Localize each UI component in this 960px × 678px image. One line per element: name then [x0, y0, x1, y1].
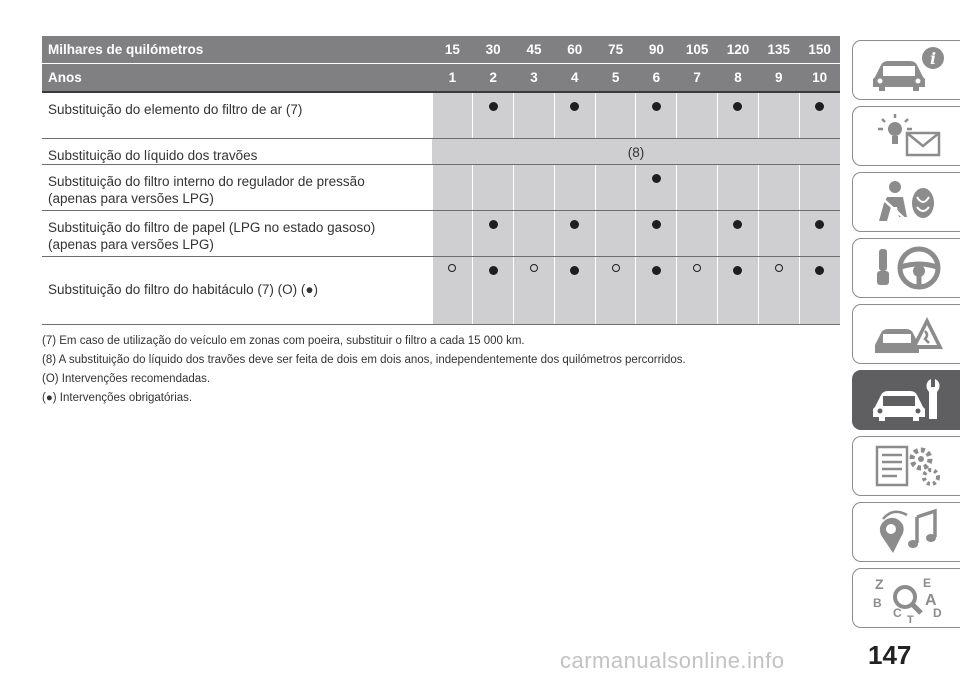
schedule-cell	[758, 164, 799, 210]
year-header-cell: 10	[799, 64, 840, 93]
interval-note-cell: (8)	[432, 138, 840, 164]
mandatory-dot-icon	[570, 266, 579, 275]
schedule-cell	[718, 164, 759, 210]
schedule-cell	[554, 256, 595, 324]
schedule-cell	[473, 256, 514, 324]
km-header-label: Milhares de quilómetros	[42, 36, 432, 64]
schedule-cell	[677, 92, 718, 138]
index-letter: D	[932, 606, 942, 620]
mandatory-dot-icon	[652, 266, 661, 275]
km-header-cell: 120	[718, 36, 759, 64]
mandatory-dot-icon	[652, 174, 661, 183]
years-header-row	[42, 64, 840, 93]
schedule-cell	[799, 256, 840, 324]
footnote-8: (8) A substituição do líquido dos travões deve ser feita de dois em dois anos, independentemente dos quilómetros percorridos.	[42, 354, 686, 366]
schedule-cell	[595, 256, 636, 324]
schedule-cell	[799, 92, 840, 138]
row-label-line: (apenas para versões LPG)	[48, 190, 214, 206]
index-letter: E	[922, 576, 931, 590]
table-row	[42, 164, 840, 210]
schedule-cell	[758, 256, 799, 324]
row-label	[42, 164, 432, 210]
row-label	[42, 210, 432, 256]
page-number: 147	[868, 640, 912, 670]
row-label	[42, 138, 432, 164]
year-header-cell: 4	[554, 64, 595, 93]
tab-warning-lights[interactable]	[852, 106, 960, 166]
schedule-cell	[636, 256, 677, 324]
schedule-cell	[677, 256, 718, 324]
mandatory-dot-icon	[570, 220, 579, 229]
schedule-cell	[514, 256, 555, 324]
recommended-circle-icon	[693, 264, 701, 272]
table-row	[42, 138, 840, 164]
footnotes	[42, 332, 842, 408]
technical-data-icon	[869, 441, 947, 491]
schedule-cell	[514, 210, 555, 256]
schedule-cell	[432, 92, 473, 138]
km-header-cell: 90	[636, 36, 677, 64]
row-label-line: Substituição do líquido dos travões	[48, 147, 258, 163]
schedule-cell	[636, 92, 677, 138]
table-row	[42, 256, 840, 324]
safety-airbag-icon	[869, 177, 947, 227]
year-header-cell: 2	[473, 64, 514, 93]
index-letter: C	[892, 606, 902, 620]
index-letter: B	[872, 596, 882, 610]
schedule-cell	[595, 164, 636, 210]
km-header-row	[42, 36, 840, 64]
tab-index[interactable]	[852, 568, 960, 628]
year-header-cell: 9	[758, 64, 799, 93]
watermark: carmanualsonline.info	[560, 648, 785, 673]
index-search-icon	[869, 573, 947, 623]
maintenance-schedule-table	[42, 36, 840, 325]
mandatory-dot-icon	[815, 220, 824, 229]
recommended-circle-icon	[775, 264, 783, 272]
mandatory-dot-icon	[652, 102, 661, 111]
km-header-cell: 135	[758, 36, 799, 64]
schedule-cell	[514, 92, 555, 138]
row-label-line: Substituição do filtro interno do regulador de pressão	[48, 173, 365, 189]
year-header-cell: 6	[636, 64, 677, 93]
schedule-cell	[677, 164, 718, 210]
mandatory-dot-icon	[733, 220, 742, 229]
schedule-cell	[432, 164, 473, 210]
mandatory-dot-icon	[733, 266, 742, 275]
recommended-circle-icon	[530, 264, 538, 272]
schedule-cell	[636, 164, 677, 210]
multimedia-icon	[869, 507, 947, 557]
mandatory-dot-icon	[652, 220, 661, 229]
schedule-cell	[758, 92, 799, 138]
row-label-line: Substituição do filtro de papel (LPG no estado gasoso)	[48, 219, 376, 235]
km-header-cell: 30	[473, 36, 514, 64]
warning-lights-icon	[869, 111, 947, 161]
index-letter: Z	[874, 576, 884, 592]
tab-emergency[interactable]	[852, 304, 960, 364]
schedule-cell	[432, 210, 473, 256]
km-header-cell: 105	[677, 36, 718, 64]
year-header-cell: 5	[595, 64, 636, 93]
index-letter: A	[924, 592, 937, 609]
schedule-cell	[554, 210, 595, 256]
tab-technical-data[interactable]	[852, 436, 960, 496]
schedule-cell	[473, 92, 514, 138]
footnote-mandatory: (●) Intervenções obrigatórias.	[42, 392, 193, 404]
tab-safety[interactable]	[852, 172, 960, 232]
table-body	[42, 92, 840, 324]
tab-maintenance[interactable]	[852, 370, 960, 430]
mandatory-dot-icon	[815, 266, 824, 275]
recommended-circle-icon	[448, 264, 456, 272]
year-header-cell: 8	[718, 64, 759, 93]
schedule-cell	[677, 210, 718, 256]
schedule-cell	[758, 210, 799, 256]
km-header-cell: 60	[554, 36, 595, 64]
km-header-cell: 75	[595, 36, 636, 64]
schedule-cell	[718, 210, 759, 256]
index-letter: T	[906, 614, 914, 623]
schedule-cell	[718, 92, 759, 138]
schedule-cell	[432, 256, 473, 324]
mandatory-dot-icon	[570, 102, 579, 111]
schedule-cell	[473, 164, 514, 210]
row-label	[42, 92, 432, 138]
mandatory-dot-icon	[489, 266, 498, 275]
table-row	[42, 210, 840, 256]
schedule-cell	[554, 92, 595, 138]
schedule-cell	[799, 210, 840, 256]
mandatory-dot-icon	[489, 102, 498, 111]
tab-starting-driving[interactable]	[852, 238, 960, 298]
tab-multimedia[interactable]	[852, 502, 960, 562]
tab-car-info[interactable]	[852, 40, 960, 100]
schedule-cell	[554, 164, 595, 210]
footnote-7: (7) Em caso de utilização do veículo em zonas com poeira, substituir o filtro a cada 15 000 km.	[42, 335, 525, 347]
emergency-icon	[869, 309, 947, 359]
svg-text:i: i	[929, 49, 936, 68]
schedule-cell	[514, 164, 555, 210]
km-header-cell: 45	[514, 36, 555, 64]
table-row	[42, 92, 840, 138]
schedule-cell	[473, 210, 514, 256]
year-header-cell: 3	[514, 64, 555, 93]
km-header-cell: 150	[799, 36, 840, 64]
year-header-cell: 1	[432, 64, 473, 93]
recommended-circle-icon	[612, 264, 620, 272]
row-label-line: (apenas para versões LPG)	[48, 236, 214, 252]
steering-start-icon	[869, 243, 947, 293]
schedule-cell	[799, 164, 840, 210]
schedule-cell	[636, 210, 677, 256]
row-label-line: Substituição do filtro do habitáculo (7) (O) (●)	[48, 281, 319, 297]
km-header-cell: 15	[432, 36, 473, 64]
footnote-recommended: (O) Intervenções recomendadas.	[42, 373, 211, 385]
year-header-cell: 7	[677, 64, 718, 93]
mandatory-dot-icon	[815, 102, 824, 111]
mandatory-dot-icon	[489, 220, 498, 229]
mandatory-dot-icon	[733, 102, 742, 111]
years-header-label: Anos	[42, 64, 432, 93]
car-info-icon	[869, 45, 947, 95]
schedule-cell	[595, 210, 636, 256]
schedule-cell	[718, 256, 759, 324]
row-label-line: Substituição do elemento do filtro de ar (7)	[48, 102, 303, 117]
schedule-cell	[595, 92, 636, 138]
row-label	[42, 256, 432, 324]
car-maintenance-icon	[869, 375, 947, 425]
